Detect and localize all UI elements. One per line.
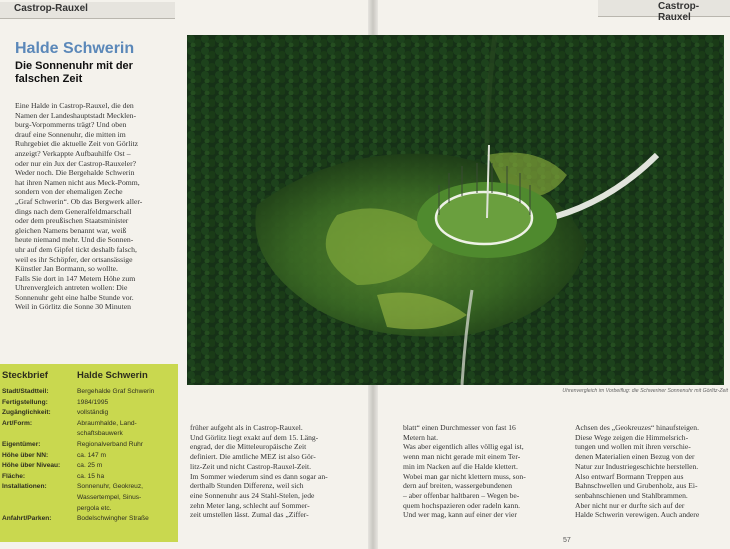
text-line: Namen der Landeshauptstadt Mecklen- <box>15 110 137 120</box>
text-line: Im Sommer wiederum sind es dann sogar an- <box>190 471 328 481</box>
fact-label: Zugänglichkeit: <box>2 409 51 417</box>
text-line: litz-Zeit und nicht Castrop-Rauxel-Zeit. <box>190 461 312 471</box>
intro-text <box>15 101 177 312</box>
fact-value: pergola etc. <box>77 504 112 512</box>
text-column-3 <box>403 423 561 520</box>
text-line: Künstler Jan Bormann, so wollte. <box>15 264 118 274</box>
fact-value: Sonnenuhr, Geokreuz, <box>77 483 143 491</box>
text-line: weil es ihr Schöpfer, der ortsansässige <box>15 254 133 264</box>
text-line: Falls Sie dort in 147 Metern Höhe zum <box>15 273 136 283</box>
text-line: drauf eine Sonnenuhr, die mitten im <box>15 129 126 139</box>
fact-label: Fläche: <box>2 472 26 480</box>
text-line: definiert. Die amtliche MEZ ist also Gör- <box>190 452 316 462</box>
text-line: tungen und wollen mit ihren verschie- <box>575 442 691 452</box>
text-line: derthalb Stunden Differenz, weil sich <box>190 481 304 491</box>
fact-label: Eigentümer: <box>2 441 41 448</box>
text-line: hat ihren Namen nicht aus Meck-Pomm, <box>15 177 140 187</box>
text-line: Uhrenvergleich antreten wollen: Die <box>15 283 128 293</box>
text-line: Weil in Görlitz die Sonne 30 Minuten <box>15 302 131 312</box>
text-line: Weder noch. Die Bergehalde Schwerin <box>15 168 135 178</box>
fact-value: Wassertempel, Sinus- <box>77 494 142 501</box>
text-line: Also entwarf Bormann Treppen aus <box>575 471 684 481</box>
fact-label: Fertigstellung: <box>2 398 48 406</box>
fact-value: ca. 15 ha <box>77 472 105 480</box>
text-line: blatt“ einen Durchmesser von fast 16 <box>403 423 516 432</box>
text-line: quem hochspazieren oder radeln kann. <box>403 500 521 510</box>
running-header-left <box>0 2 175 19</box>
text-line: Natur zur Industriegeschichte herstellen. <box>575 461 699 471</box>
text-line: sondern von der ehemaligen Zeche <box>15 187 123 197</box>
text-line: Diese Wege zeigen die Himmelsrich- <box>575 432 689 442</box>
fact-label: Anfahrt/Parken: <box>2 515 52 523</box>
text-column-2 <box>190 423 352 520</box>
text-line: Eine Halde in Castrop-Rauxel, die den <box>15 101 134 110</box>
fact-value: Abraumhalde, Land- <box>77 419 137 427</box>
text-line: Metern hat. <box>403 432 439 442</box>
text-line: Sonnenuhr geht eine halbe Stunde vor. <box>15 292 134 302</box>
fact-value: 1984/1995 <box>77 398 109 406</box>
fact-label: Installationen: <box>2 483 47 491</box>
header-left-text: Castrop-Rauxel <box>14 3 88 14</box>
text-line: oder nur ein Jux der Castrop-Rauxeler? <box>15 158 137 168</box>
fact-value: ca. 147 m <box>77 451 106 459</box>
fact-value: vollständig <box>77 409 109 417</box>
fact-box-heading: Halde Schwerin <box>77 370 148 381</box>
text-line: heute niemand mehr. Und die Sonnen- <box>15 235 134 245</box>
fact-box-title: Steckbrief <box>2 370 48 381</box>
text-line: engrad, der die Mitteleuropäische Zeit <box>190 442 307 452</box>
text-line: dings nach dem Generalfeldmarschall <box>15 206 132 216</box>
text-line: burg-Vorpommerns trägt? Und oben <box>15 120 127 130</box>
photo-caption: Uhrenvergleich im Vorbeiflug: die Schweriner Sonnenuhr mit Görlitz-Zeit <box>562 388 728 394</box>
text-line: zehn Meter lang, schlecht auf Sommer- <box>190 500 310 510</box>
fact-value: ca. 25 m <box>77 462 103 470</box>
article-title: Halde Schwerin <box>15 40 135 57</box>
text-line: wenn man nicht gerade mit einem Ter- <box>403 452 521 462</box>
fact-box <box>0 364 178 542</box>
page-number: 57 <box>563 537 571 544</box>
text-line: denen Materialien einen Bezug von der <box>575 452 695 462</box>
text-line: Halde Schwerin verewigen. Auch andere <box>575 510 700 520</box>
fact-label: Höhe über Niveau: <box>2 462 61 470</box>
text-line: Bahnschwellen und Grubenholz, aus Ei- <box>575 481 698 491</box>
text-line: dern auf breiten, wassergebundenen <box>403 481 513 491</box>
text-line: min im Nacken auf die Halde klettert. <box>403 461 518 471</box>
text-line: Wobei man gar nicht klettern muss, son- <box>403 471 526 481</box>
text-column-4 <box>575 423 727 520</box>
text-line: Aber nicht nur er durfte sich auf der <box>575 500 685 510</box>
text-line: – aber offenbar haltbaren – Wegen be- <box>403 490 520 500</box>
running-header-right <box>598 0 730 23</box>
fact-label: Stadt/Stadtteil: <box>2 388 49 395</box>
text-line: früher aufgeht als in Castrop-Rauxel. <box>190 423 303 432</box>
fact-value: Regionalverband Ruhr <box>77 441 143 448</box>
text-line: Und wer mag, kann auf einer der vier <box>403 510 517 520</box>
fact-label: Höhe über NN: <box>2 451 49 459</box>
article-subtitle: Die Sonnenuhr mit der falschen Zeit <box>15 60 133 85</box>
text-line: zeit umstellen lässt. Zumal das „Ziffer- <box>190 510 309 520</box>
text-line: Ruhrgebiet die aktuelle Zeit von Görlitz <box>15 139 139 149</box>
fact-value: schaftsbauwerk <box>77 430 123 438</box>
text-line: gleichen Namens benannt war, weiß <box>15 225 127 235</box>
text-line: anzeigt? Verkappte Aufbauhilfe Ost – <box>15 148 131 158</box>
text-line: oder dem preußischen Staatsminister <box>15 216 129 226</box>
text-line: eine Sonnenuhr aus 24 Stahl-Stelen, jede <box>190 490 315 500</box>
text-line: uhr auf dem Gipfel tickt deshalb falsch, <box>15 244 137 254</box>
text-line: Achsen des „Geokreuzes“ hinaufsteigen. <box>575 423 699 432</box>
fact-value: Bodelschwingher Straße <box>77 515 149 523</box>
text-line: senbahnschienen und Stahlbrammen. <box>575 490 688 500</box>
text-line: Und Görlitz liegt exakt auf dem 15. Läng- <box>190 432 319 442</box>
fact-label: Art/Form: <box>2 419 33 427</box>
fact-value: Bergehalde Graf Schwerin <box>77 388 155 395</box>
aerial-photo <box>187 35 724 385</box>
header-right-text: Castrop-Rauxel <box>658 1 700 23</box>
text-line: „Graf Schwerin“. Ob das Bergwerk aller- <box>15 196 143 206</box>
text-line: Was aber eigentlich alles völlig egal ist, <box>403 442 524 452</box>
